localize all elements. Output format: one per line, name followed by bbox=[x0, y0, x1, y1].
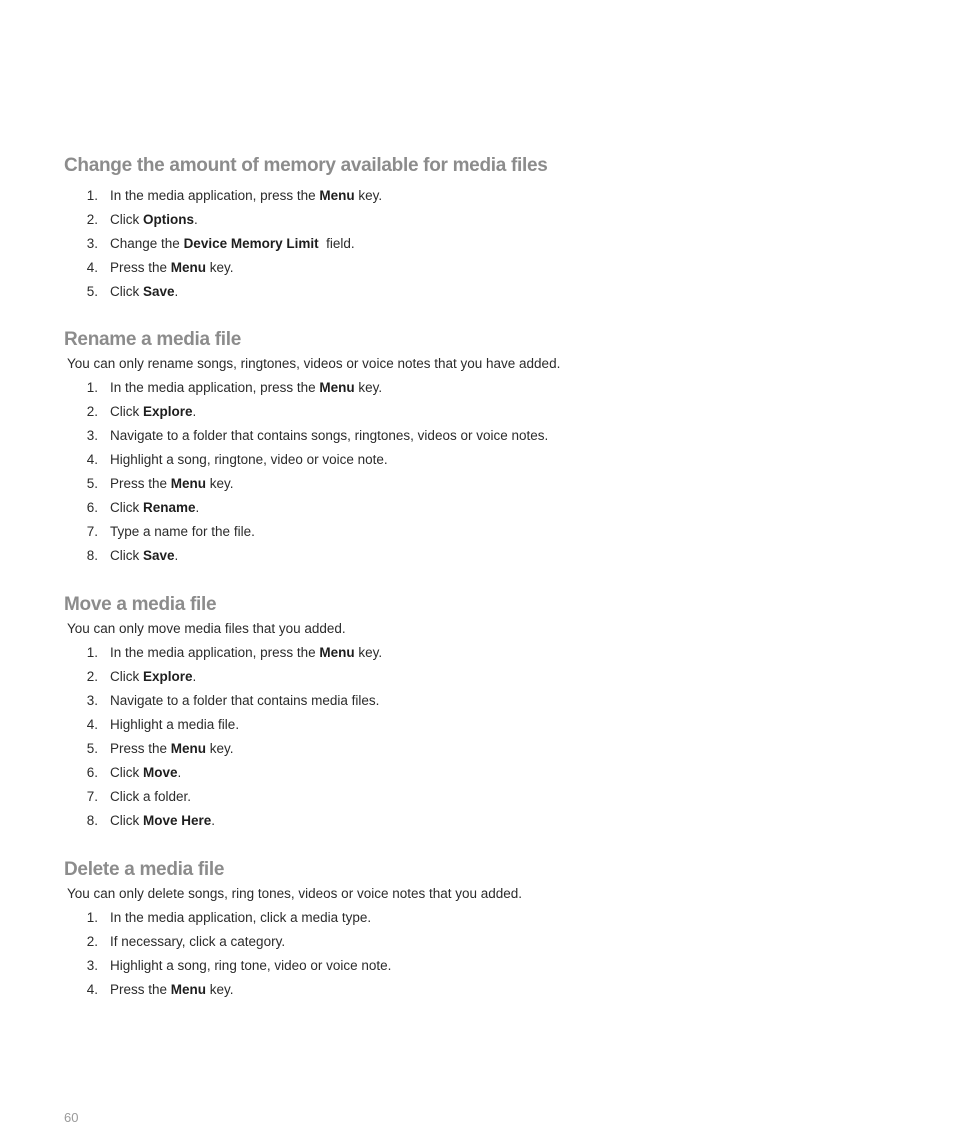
step-number: 1. bbox=[86, 910, 98, 925]
section-heading: Move a media file bbox=[64, 594, 217, 615]
step-number: 5. bbox=[86, 741, 98, 756]
step-text: In the media application, press the Menu key. bbox=[110, 645, 383, 660]
step-text: Click a folder. bbox=[110, 789, 192, 804]
section-heading: Rename a media file bbox=[64, 329, 241, 350]
step-item bbox=[64, 280, 884, 304]
step-number: 6. bbox=[86, 500, 98, 515]
step-number: 7. bbox=[86, 524, 98, 539]
step-number: 1. bbox=[86, 645, 98, 660]
step-text: Click Move. bbox=[110, 765, 182, 780]
section-delete-media-file bbox=[64, 858, 884, 1002]
step-text: Change the Device Memory Limit field. bbox=[110, 236, 355, 251]
step-item bbox=[64, 184, 884, 208]
step-text: In the media application, press the Menu key. bbox=[110, 380, 383, 395]
step-number: 3. bbox=[86, 236, 98, 251]
step-item bbox=[64, 520, 884, 544]
step-text: Click Save. bbox=[110, 284, 179, 299]
step-number: 2. bbox=[86, 404, 98, 419]
step-item bbox=[64, 472, 884, 496]
section-move-media-file bbox=[64, 593, 884, 833]
step-item bbox=[64, 713, 884, 737]
step-item bbox=[64, 232, 884, 256]
step-number: 3. bbox=[86, 958, 98, 973]
step-number: 2. bbox=[86, 212, 98, 227]
step-item bbox=[64, 906, 884, 930]
step-text: Navigate to a folder that contains songs, ringtones, videos or voice notes. bbox=[110, 428, 549, 443]
step-item bbox=[64, 761, 884, 785]
step-number: 8. bbox=[86, 548, 98, 563]
step-number: 4. bbox=[86, 717, 98, 732]
step-item bbox=[64, 256, 884, 280]
section-intro: You can only delete songs, ring tones, videos or voice notes that you added. bbox=[67, 886, 523, 901]
section-change-memory bbox=[64, 154, 884, 304]
section-heading: Delete a media file bbox=[64, 859, 225, 880]
step-item bbox=[64, 544, 884, 568]
steps-list bbox=[64, 376, 884, 568]
step-item bbox=[64, 737, 884, 761]
step-text: Click Explore. bbox=[110, 669, 197, 684]
steps-list bbox=[64, 906, 884, 1002]
step-number: 1. bbox=[86, 188, 98, 203]
steps-list bbox=[64, 641, 884, 833]
step-text: Click Move Here. bbox=[110, 813, 216, 828]
step-number: 4. bbox=[86, 452, 98, 467]
section-rename-media-file bbox=[64, 328, 884, 568]
step-text: Highlight a song, ringtone, video or voice note. bbox=[110, 452, 388, 467]
step-number: 8. bbox=[86, 813, 98, 828]
step-text: If necessary, click a category. bbox=[110, 934, 286, 949]
step-number: 5. bbox=[86, 476, 98, 491]
page-number: 60 bbox=[64, 1110, 79, 1125]
step-number: 2. bbox=[86, 934, 98, 949]
step-text: Click Save. bbox=[110, 548, 179, 563]
step-number: 6. bbox=[86, 765, 98, 780]
step-text: In the media application, press the Menu key. bbox=[110, 188, 383, 203]
step-text: Click Rename. bbox=[110, 500, 200, 515]
step-item bbox=[64, 665, 884, 689]
step-text: Press the Menu key. bbox=[110, 982, 234, 997]
section-heading: Change the amount of memory available for media files bbox=[64, 155, 548, 176]
step-text: In the media application, click a media type. bbox=[110, 910, 372, 925]
step-item bbox=[64, 448, 884, 472]
step-text: Press the Menu key. bbox=[110, 741, 234, 756]
step-item bbox=[64, 954, 884, 978]
step-number: 2. bbox=[86, 669, 98, 684]
step-number: 3. bbox=[86, 693, 98, 708]
step-item bbox=[64, 978, 884, 1002]
step-text: Click Explore. bbox=[110, 404, 197, 419]
step-item bbox=[64, 376, 884, 400]
step-text: Highlight a media file. bbox=[110, 717, 240, 732]
step-number: 4. bbox=[86, 260, 98, 275]
section-intro: You can only rename songs, ringtones, videos or voice notes that you have added. bbox=[67, 356, 561, 371]
step-item bbox=[64, 496, 884, 520]
step-text: Type a name for the file. bbox=[110, 524, 255, 539]
step-item bbox=[64, 930, 884, 954]
step-number: 5. bbox=[86, 284, 98, 299]
steps-list bbox=[64, 184, 884, 304]
step-item bbox=[64, 208, 884, 232]
step-number: 4. bbox=[86, 982, 98, 997]
step-item bbox=[64, 400, 884, 424]
step-item bbox=[64, 689, 884, 713]
step-number: 3. bbox=[86, 428, 98, 443]
step-text: Press the Menu key. bbox=[110, 260, 234, 275]
step-item bbox=[64, 809, 884, 833]
step-item bbox=[64, 785, 884, 809]
step-item bbox=[64, 641, 884, 665]
step-item bbox=[64, 424, 884, 448]
section-intro: You can only move media files that you added. bbox=[67, 621, 346, 636]
step-text: Navigate to a folder that contains media files. bbox=[110, 693, 380, 708]
step-text: Press the Menu key. bbox=[110, 476, 234, 491]
step-text: Click Options. bbox=[110, 212, 198, 227]
step-number: 1. bbox=[86, 380, 98, 395]
step-number: 7. bbox=[86, 789, 98, 804]
step-text: Highlight a song, ring tone, video or voice note. bbox=[110, 958, 392, 973]
